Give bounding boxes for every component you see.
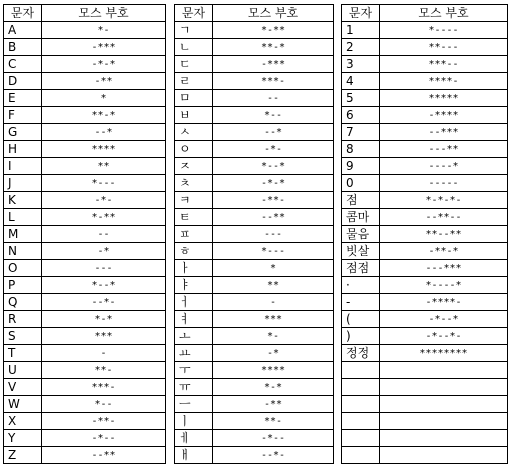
table-row	[175, 22, 334, 39]
morse-code-cell: --**--	[380, 209, 508, 226]
morse-code-cell: --	[213, 90, 334, 107]
char-cell: 물음	[342, 226, 380, 243]
table-row	[4, 124, 166, 141]
table-row	[4, 362, 166, 379]
morse-code-cell: ***-	[42, 379, 166, 396]
morse-code-cell: *	[213, 260, 334, 277]
table-row	[4, 379, 166, 396]
table-row	[4, 345, 166, 362]
morse-code-cell: -***	[213, 56, 334, 73]
char-cell: H	[4, 141, 42, 158]
char-cell	[342, 430, 380, 447]
table-row	[4, 447, 166, 464]
morse-code-cell: *--*	[213, 158, 334, 175]
char-cell: ㅛ	[175, 345, 213, 362]
morse-code-cell: -****-	[380, 294, 508, 311]
char-cell: 9	[342, 158, 380, 175]
char-column-header: 문자	[175, 5, 213, 22]
char-cell: ㅋ	[175, 192, 213, 209]
char-cell	[342, 379, 380, 396]
char-cell: ㅐ	[175, 447, 213, 464]
table-row	[175, 141, 334, 158]
table-row	[342, 430, 508, 447]
morse-code-cell: --**	[42, 447, 166, 464]
morse-code-cell: **---	[380, 39, 508, 56]
table-row	[175, 226, 334, 243]
table-row	[175, 277, 334, 294]
char-cell: F	[4, 107, 42, 124]
char-cell: X	[4, 413, 42, 430]
morse-code-cell: **-*	[42, 107, 166, 124]
table-row	[4, 141, 166, 158]
char-cell: ㅊ	[175, 175, 213, 192]
table-row	[342, 141, 508, 158]
char-cell: A	[4, 22, 42, 39]
header-row	[342, 5, 508, 22]
table-row	[4, 209, 166, 226]
char-cell: I	[4, 158, 42, 175]
table-row	[4, 90, 166, 107]
char-cell: B	[4, 39, 42, 56]
morse-code-cell: --*	[42, 124, 166, 141]
char-cell: ㅅ	[175, 124, 213, 141]
table-row	[4, 294, 166, 311]
morse-code-cell: -	[213, 294, 334, 311]
table-row	[175, 294, 334, 311]
morse-code-cell: **	[42, 158, 166, 175]
char-cell: D	[4, 73, 42, 90]
table-row	[342, 413, 508, 430]
morse-code-cell: -*	[213, 345, 334, 362]
morse-code-cell: -*-	[213, 141, 334, 158]
table-row	[342, 260, 508, 277]
morse-table-hangul	[174, 4, 334, 464]
morse-code-cell: *--	[213, 107, 334, 124]
char-cell: W	[4, 396, 42, 413]
morse-code-cell: -*--	[42, 430, 166, 447]
table-row	[342, 243, 508, 260]
char-column-header: 문자	[4, 5, 42, 22]
table-row	[342, 209, 508, 226]
char-cell: ㅑ	[175, 277, 213, 294]
char-cell: ㅓ	[175, 294, 213, 311]
table-row	[175, 175, 334, 192]
morse-code-cell: -*-*	[42, 56, 166, 73]
morse-code-cell: *---	[213, 243, 334, 260]
morse-code-cell: ***-	[213, 73, 334, 90]
morse-code-cell: *-	[213, 328, 334, 345]
char-cell: P	[4, 277, 42, 294]
morse-code-cell: ---***	[380, 260, 508, 277]
morse-code-cell: -	[42, 345, 166, 362]
table-row	[4, 430, 166, 447]
char-cell: ㅇ	[175, 141, 213, 158]
morse-code-cell: -***	[42, 39, 166, 56]
table-row	[4, 158, 166, 175]
table-row	[4, 277, 166, 294]
char-cell: ㅂ	[175, 107, 213, 124]
morse-code-cell	[380, 413, 508, 430]
char-cell: R	[4, 311, 42, 328]
morse-code-cell: -**	[213, 396, 334, 413]
char-cell: Z	[4, 447, 42, 464]
char-cell: C	[4, 56, 42, 73]
char-cell: 빗살	[342, 243, 380, 260]
table-row	[342, 345, 508, 362]
char-cell: 콤마	[342, 209, 380, 226]
morse-code-cell: *--*	[42, 277, 166, 294]
char-cell: ㅗ	[175, 328, 213, 345]
table-row	[342, 90, 508, 107]
header-row	[4, 5, 166, 22]
table-row	[175, 209, 334, 226]
table-row	[175, 90, 334, 107]
table-row	[175, 413, 334, 430]
char-cell: ㅔ	[175, 430, 213, 447]
table-row	[4, 175, 166, 192]
table-row	[342, 73, 508, 90]
char-cell: Y	[4, 430, 42, 447]
table-row	[175, 311, 334, 328]
table-row	[4, 328, 166, 345]
morse-code-cell: ***	[213, 311, 334, 328]
morse-code-cell: ***	[42, 328, 166, 345]
morse-code-cell: -**-*	[380, 243, 508, 260]
char-cell	[342, 447, 380, 464]
char-cell: N	[4, 243, 42, 260]
morse-code-cell: ****	[213, 362, 334, 379]
morse-code-cell: *-	[42, 22, 166, 39]
morse-code-cell: --***	[380, 124, 508, 141]
morse-code-cell: *----*	[380, 277, 508, 294]
char-cell: L	[4, 209, 42, 226]
char-cell	[342, 362, 380, 379]
char-cell: 2	[342, 39, 380, 56]
char-cell: 점점	[342, 260, 380, 277]
morse-table-digits-symbols	[341, 4, 508, 464]
char-cell	[342, 396, 380, 413]
char-cell: 7	[342, 124, 380, 141]
header-row	[175, 5, 334, 22]
table-row	[175, 107, 334, 124]
morse-code-cell: -**	[42, 73, 166, 90]
table-row	[175, 73, 334, 90]
char-cell: T	[4, 345, 42, 362]
char-cell: O	[4, 260, 42, 277]
char-cell: 점	[342, 192, 380, 209]
code-column-header: 모스 부호	[213, 5, 334, 22]
table-row	[175, 328, 334, 345]
table-row	[342, 379, 508, 396]
morse-code-cell	[380, 396, 508, 413]
table-row	[342, 311, 508, 328]
morse-code-cell: *----	[380, 22, 508, 39]
char-cell: ㅣ	[175, 413, 213, 430]
table-row	[175, 124, 334, 141]
char-column-header: 문자	[342, 5, 380, 22]
morse-code-cell: ***--	[380, 56, 508, 73]
table-row	[4, 56, 166, 73]
table-row	[175, 243, 334, 260]
char-cell: V	[4, 379, 42, 396]
char-cell: ㄱ	[175, 22, 213, 39]
table-row	[342, 447, 508, 464]
morse-code-cell: ---**	[380, 141, 508, 158]
char-cell: ㅍ	[175, 226, 213, 243]
table-row	[342, 226, 508, 243]
char-cell: -	[342, 294, 380, 311]
morse-code-cell: *---	[42, 175, 166, 192]
table-row	[342, 124, 508, 141]
table-row	[175, 379, 334, 396]
char-cell: (	[342, 311, 380, 328]
table-row	[175, 56, 334, 73]
morse-code-cell: -*-*	[213, 175, 334, 192]
morse-code-cell: *-*-*-	[380, 192, 508, 209]
table-row	[175, 430, 334, 447]
table-row	[342, 39, 508, 56]
char-cell: ㅕ	[175, 311, 213, 328]
table-row	[342, 158, 508, 175]
morse-code-cell: --*	[213, 124, 334, 141]
table-row	[175, 192, 334, 209]
morse-code-cell: **	[213, 277, 334, 294]
table-row	[342, 294, 508, 311]
morse-code-cell: ****-	[380, 73, 508, 90]
morse-code-cell: **-*	[213, 39, 334, 56]
table-row	[342, 56, 508, 73]
morse-code-cell: -*-	[42, 192, 166, 209]
table-row	[4, 192, 166, 209]
char-cell: ㄹ	[175, 73, 213, 90]
table-row	[342, 192, 508, 209]
table-row	[342, 396, 508, 413]
morse-code-cell: *--	[42, 396, 166, 413]
morse-code-cell: **-	[213, 413, 334, 430]
char-cell: G	[4, 124, 42, 141]
table-row	[175, 158, 334, 175]
morse-code-cell: *****	[380, 90, 508, 107]
table-row	[4, 107, 166, 124]
table-row	[175, 260, 334, 277]
morse-code-cell: -*	[42, 243, 166, 260]
char-cell: K	[4, 192, 42, 209]
table-row	[175, 362, 334, 379]
morse-code-cell: --*-	[213, 447, 334, 464]
table-row	[4, 396, 166, 413]
morse-code-cell: --**	[213, 209, 334, 226]
char-cell: S	[4, 328, 42, 345]
char-cell: 1	[342, 22, 380, 39]
char-cell: 4	[342, 73, 380, 90]
char-cell: 정정	[342, 345, 380, 362]
morse-code-cell	[380, 362, 508, 379]
morse-code-cell: *	[42, 90, 166, 107]
char-cell: ㅈ	[175, 158, 213, 175]
char-cell: 0	[342, 175, 380, 192]
char-cell: ㅡ	[175, 396, 213, 413]
table-row	[342, 175, 508, 192]
table-row	[4, 73, 166, 90]
table-row	[175, 345, 334, 362]
table-row	[4, 260, 166, 277]
morse-code-cell: *-*	[42, 311, 166, 328]
morse-code-cell	[380, 447, 508, 464]
char-cell: M	[4, 226, 42, 243]
table-row	[4, 413, 166, 430]
morse-code-cell: -*--	[213, 430, 334, 447]
morse-code-cell: -**-	[213, 192, 334, 209]
table-row	[4, 39, 166, 56]
morse-code-cell: -*--*	[380, 311, 508, 328]
table-row	[175, 447, 334, 464]
char-cell: ㅎ	[175, 243, 213, 260]
morse-code-cell: ********	[380, 345, 508, 362]
char-cell: ㅜ	[175, 362, 213, 379]
table-row	[175, 396, 334, 413]
morse-code-cell: *-**	[42, 209, 166, 226]
char-cell: 3	[342, 56, 380, 73]
char-cell: Q	[4, 294, 42, 311]
morse-code-cell	[380, 430, 508, 447]
char-cell: E	[4, 90, 42, 107]
char-cell	[342, 413, 380, 430]
morse-code-cell: ---	[213, 226, 334, 243]
morse-code-cell: **--**	[380, 226, 508, 243]
morse-code-cell: *-*	[213, 379, 334, 396]
table-row	[342, 107, 508, 124]
table-row	[4, 22, 166, 39]
table-row	[175, 39, 334, 56]
table-row	[4, 311, 166, 328]
morse-code-cell: -----	[380, 175, 508, 192]
table-row	[342, 328, 508, 345]
char-cell: ㄷ	[175, 56, 213, 73]
morse-code-cell	[380, 379, 508, 396]
char-cell: ㅠ	[175, 379, 213, 396]
morse-code-cell: ---	[42, 260, 166, 277]
morse-code-cell: ----*	[380, 158, 508, 175]
table-row	[342, 22, 508, 39]
table-row	[4, 243, 166, 260]
morse-code-cell: --*-	[42, 294, 166, 311]
table-row	[342, 362, 508, 379]
char-cell: J	[4, 175, 42, 192]
char-cell: ㅁ	[175, 90, 213, 107]
char-cell: U	[4, 362, 42, 379]
morse-code-cell: ****	[42, 141, 166, 158]
morse-code-cell: -****	[380, 107, 508, 124]
char-cell: 8	[342, 141, 380, 158]
char-cell: ㄴ	[175, 39, 213, 56]
char-cell: ㅏ	[175, 260, 213, 277]
morse-code-cell: **-	[42, 362, 166, 379]
morse-code-cell: -*--*-	[380, 328, 508, 345]
char-cell: 6	[342, 107, 380, 124]
morse-code-cell: *-**	[213, 22, 334, 39]
table-row	[4, 226, 166, 243]
char-cell: 5	[342, 90, 380, 107]
morse-table-latin	[3, 4, 166, 464]
code-column-header: 모스 부호	[42, 5, 166, 22]
char-cell: ·	[342, 277, 380, 294]
code-column-header: 모스 부호	[380, 5, 508, 22]
char-cell: )	[342, 328, 380, 345]
morse-code-cell: --	[42, 226, 166, 243]
morse-code-cell: -**-	[42, 413, 166, 430]
char-cell: ㅌ	[175, 209, 213, 226]
table-row	[342, 277, 508, 294]
